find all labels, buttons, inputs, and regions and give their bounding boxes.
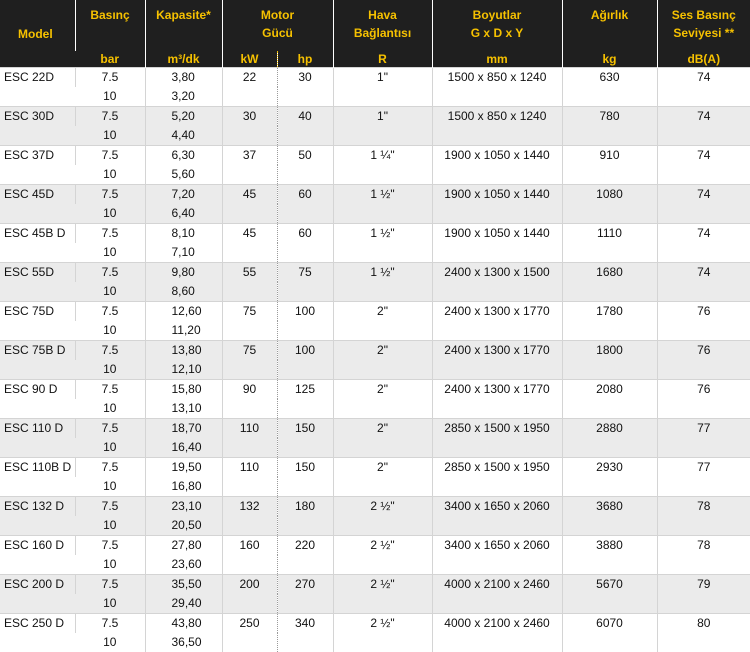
capacity-cell: 15,80 bbox=[145, 380, 222, 400]
capacity-cell: 11,20 bbox=[145, 321, 222, 341]
sound-cell: 79 bbox=[657, 575, 750, 614]
header-pressure: Basınç bbox=[75, 0, 145, 51]
hp-cell: 30 bbox=[277, 68, 333, 107]
weight-cell: 3880 bbox=[562, 536, 657, 575]
sound-cell: 74 bbox=[657, 185, 750, 224]
table-row bbox=[0, 224, 750, 244]
header-dimensions-text: Boyutlar G x D x Y bbox=[471, 8, 523, 40]
dimensions-cell: 2400 x 1300 x 1500 bbox=[432, 263, 562, 302]
sound-cell: 76 bbox=[657, 341, 750, 380]
capacity-cell: 13,10 bbox=[145, 399, 222, 419]
kw-cell: 200 bbox=[222, 575, 277, 614]
kw-cell: 37 bbox=[222, 146, 277, 185]
header-air-connection bbox=[333, 0, 432, 51]
weight-cell: 910 bbox=[562, 146, 657, 185]
hp-cell: 100 bbox=[277, 341, 333, 380]
table-row bbox=[0, 380, 750, 400]
capacity-cell: 7,10 bbox=[145, 243, 222, 263]
pressure-cell: 10 bbox=[75, 594, 145, 614]
hp-cell: 40 bbox=[277, 107, 333, 146]
hp-cell: 75 bbox=[277, 263, 333, 302]
weight-cell: 630 bbox=[562, 68, 657, 107]
table-row bbox=[0, 458, 750, 478]
capacity-cell: 19,50 bbox=[145, 458, 222, 478]
model-cell: ESC 30D bbox=[0, 107, 75, 146]
pressure-cell: 10 bbox=[75, 633, 145, 652]
pressure-cell: 10 bbox=[75, 282, 145, 302]
model-cell: ESC 75D bbox=[0, 302, 75, 341]
sound-cell: 77 bbox=[657, 458, 750, 497]
hp-cell: 60 bbox=[277, 224, 333, 263]
kw-cell: 90 bbox=[222, 380, 277, 419]
model-cell: ESC 110B D bbox=[0, 458, 75, 497]
model-cell: ESC 250 D bbox=[0, 614, 75, 652]
pressure-cell: 7.5 bbox=[75, 68, 145, 88]
pressure-cell: 7.5 bbox=[75, 458, 145, 478]
capacity-cell: 7,20 bbox=[145, 185, 222, 205]
air-connection-cell: 1 ¼" bbox=[333, 146, 432, 185]
unit-kw: kW bbox=[222, 51, 277, 68]
weight-cell: 1080 bbox=[562, 185, 657, 224]
capacity-cell: 3,20 bbox=[145, 87, 222, 107]
table-row bbox=[0, 575, 750, 595]
model-cell: ESC 110 D bbox=[0, 419, 75, 458]
table-row bbox=[0, 341, 750, 361]
model-cell: ESC 200 D bbox=[0, 575, 75, 614]
pressure-cell: 10 bbox=[75, 399, 145, 419]
capacity-cell: 23,10 bbox=[145, 497, 222, 517]
dimensions-cell: 1500 x 850 x 1240 bbox=[432, 68, 562, 107]
hp-cell: 220 bbox=[277, 536, 333, 575]
dimensions-cell: 2400 x 1300 x 1770 bbox=[432, 341, 562, 380]
capacity-cell: 20,50 bbox=[145, 516, 222, 536]
capacity-cell: 3,80 bbox=[145, 68, 222, 88]
hp-cell: 150 bbox=[277, 458, 333, 497]
sound-cell: 74 bbox=[657, 263, 750, 302]
weight-cell: 2930 bbox=[562, 458, 657, 497]
weight-cell: 2080 bbox=[562, 380, 657, 419]
kw-cell: 22 bbox=[222, 68, 277, 107]
hp-cell: 50 bbox=[277, 146, 333, 185]
unit-dimensions: mm bbox=[432, 51, 562, 68]
pressure-cell: 10 bbox=[75, 360, 145, 380]
model-cell: ESC 45D bbox=[0, 185, 75, 224]
header-motor-power-text: Motor Gücü bbox=[261, 8, 294, 40]
sound-cell: 77 bbox=[657, 419, 750, 458]
pressure-cell: 10 bbox=[75, 321, 145, 341]
pressure-cell: 10 bbox=[75, 126, 145, 146]
model-cell: ESC 55D bbox=[0, 263, 75, 302]
pressure-cell: 7.5 bbox=[75, 419, 145, 439]
kw-cell: 160 bbox=[222, 536, 277, 575]
capacity-cell: 12,60 bbox=[145, 302, 222, 322]
capacity-cell: 23,60 bbox=[145, 555, 222, 575]
capacity-cell: 35,50 bbox=[145, 575, 222, 595]
table-header bbox=[0, 0, 750, 68]
air-connection-cell: 2" bbox=[333, 302, 432, 341]
capacity-cell: 5,20 bbox=[145, 107, 222, 127]
dimensions-cell: 4000 x 2100 x 2460 bbox=[432, 614, 562, 652]
table-row bbox=[0, 146, 750, 166]
header-sound-pressure bbox=[657, 0, 750, 51]
model-cell: ESC 45B D bbox=[0, 224, 75, 263]
pressure-cell: 10 bbox=[75, 438, 145, 458]
capacity-cell: 6,30 bbox=[145, 146, 222, 166]
table-row bbox=[0, 68, 750, 88]
capacity-cell: 16,80 bbox=[145, 477, 222, 497]
capacity-cell: 36,50 bbox=[145, 633, 222, 652]
capacity-cell: 12,10 bbox=[145, 360, 222, 380]
model-cell: ESC 75B D bbox=[0, 341, 75, 380]
header-capacity: Kapasite* bbox=[145, 0, 222, 51]
capacity-cell: 16,40 bbox=[145, 438, 222, 458]
air-connection-cell: 2" bbox=[333, 419, 432, 458]
model-cell: ESC 160 D bbox=[0, 536, 75, 575]
unit-sound: dB(A) bbox=[657, 51, 750, 68]
weight-cell: 780 bbox=[562, 107, 657, 146]
header-weight: Ağırlık bbox=[562, 0, 657, 51]
weight-cell: 1800 bbox=[562, 341, 657, 380]
sound-cell: 78 bbox=[657, 536, 750, 575]
capacity-cell: 29,40 bbox=[145, 594, 222, 614]
kw-cell: 250 bbox=[222, 614, 277, 652]
hp-cell: 150 bbox=[277, 419, 333, 458]
pressure-cell: 10 bbox=[75, 165, 145, 185]
sound-cell: 74 bbox=[657, 224, 750, 263]
hp-cell: 270 bbox=[277, 575, 333, 614]
pressure-cell: 7.5 bbox=[75, 575, 145, 595]
dimensions-cell: 2850 x 1500 x 1950 bbox=[432, 419, 562, 458]
pressure-cell: 7.5 bbox=[75, 185, 145, 205]
air-connection-cell: 2 ½" bbox=[333, 575, 432, 614]
dimensions-cell: 1900 x 1050 x 1440 bbox=[432, 146, 562, 185]
table-row bbox=[0, 263, 750, 283]
capacity-cell: 8,10 bbox=[145, 224, 222, 244]
capacity-cell: 9,80 bbox=[145, 263, 222, 283]
table-row bbox=[0, 497, 750, 517]
kw-cell: 45 bbox=[222, 185, 277, 224]
weight-cell: 1780 bbox=[562, 302, 657, 341]
kw-cell: 75 bbox=[222, 302, 277, 341]
weight-cell: 6070 bbox=[562, 614, 657, 652]
air-connection-cell: 2" bbox=[333, 458, 432, 497]
air-connection-cell: 1 ½" bbox=[333, 263, 432, 302]
pressure-cell: 7.5 bbox=[75, 536, 145, 556]
table-body bbox=[0, 68, 750, 652]
header-air-connection-text: Hava Bağlantısı bbox=[354, 8, 411, 40]
hp-cell: 100 bbox=[277, 302, 333, 341]
capacity-cell: 5,60 bbox=[145, 165, 222, 185]
table-row bbox=[0, 419, 750, 439]
air-connection-cell: 2 ½" bbox=[333, 497, 432, 536]
pressure-cell: 10 bbox=[75, 204, 145, 224]
header-sound-pressure-text: Ses Basınç Seviyesi ** bbox=[672, 8, 736, 40]
dimensions-cell: 1500 x 850 x 1240 bbox=[432, 107, 562, 146]
kw-cell: 55 bbox=[222, 263, 277, 302]
kw-cell: 132 bbox=[222, 497, 277, 536]
unit-air-connection: R bbox=[333, 51, 432, 68]
capacity-cell: 4,40 bbox=[145, 126, 222, 146]
hp-cell: 125 bbox=[277, 380, 333, 419]
capacity-cell: 6,40 bbox=[145, 204, 222, 224]
sound-cell: 74 bbox=[657, 107, 750, 146]
sound-cell: 78 bbox=[657, 497, 750, 536]
model-cell: ESC 37D bbox=[0, 146, 75, 185]
model-cell: ESC 22D bbox=[0, 68, 75, 107]
pressure-cell: 7.5 bbox=[75, 497, 145, 517]
dimensions-cell: 1900 x 1050 x 1440 bbox=[432, 224, 562, 263]
capacity-cell: 43,80 bbox=[145, 614, 222, 634]
pressure-cell: 7.5 bbox=[75, 380, 145, 400]
kw-cell: 45 bbox=[222, 224, 277, 263]
capacity-cell: 8,60 bbox=[145, 282, 222, 302]
dimensions-cell: 2400 x 1300 x 1770 bbox=[432, 302, 562, 341]
weight-cell: 1680 bbox=[562, 263, 657, 302]
table-row bbox=[0, 185, 750, 205]
weight-cell: 1110 bbox=[562, 224, 657, 263]
kw-cell: 30 bbox=[222, 107, 277, 146]
model-cell: ESC 132 D bbox=[0, 497, 75, 536]
pressure-cell: 10 bbox=[75, 87, 145, 107]
pressure-cell: 7.5 bbox=[75, 341, 145, 361]
header-dimensions bbox=[432, 0, 562, 51]
air-connection-cell: 1" bbox=[333, 107, 432, 146]
air-connection-cell: 2 ½" bbox=[333, 614, 432, 652]
pressure-cell: 10 bbox=[75, 516, 145, 536]
air-connection-cell: 2" bbox=[333, 380, 432, 419]
sound-cell: 74 bbox=[657, 68, 750, 107]
header-motor-power bbox=[222, 0, 333, 51]
unit-weight: kg bbox=[562, 51, 657, 68]
pressure-cell: 10 bbox=[75, 555, 145, 575]
pressure-cell: 7.5 bbox=[75, 614, 145, 634]
weight-cell: 5670 bbox=[562, 575, 657, 614]
air-connection-cell: 2 ½" bbox=[333, 536, 432, 575]
unit-pressure: bar bbox=[75, 51, 145, 68]
capacity-cell: 13,80 bbox=[145, 341, 222, 361]
sound-cell: 76 bbox=[657, 302, 750, 341]
hp-cell: 340 bbox=[277, 614, 333, 652]
dimensions-cell: 3400 x 1650 x 2060 bbox=[432, 497, 562, 536]
air-connection-cell: 1 ½" bbox=[333, 185, 432, 224]
model-cell: ESC 90 D bbox=[0, 380, 75, 419]
table-row bbox=[0, 614, 750, 634]
dimensions-cell: 2850 x 1500 x 1950 bbox=[432, 458, 562, 497]
pressure-cell: 7.5 bbox=[75, 146, 145, 166]
dimensions-cell: 3400 x 1650 x 2060 bbox=[432, 536, 562, 575]
capacity-cell: 27,80 bbox=[145, 536, 222, 556]
kw-cell: 110 bbox=[222, 458, 277, 497]
pressure-cell: 7.5 bbox=[75, 224, 145, 244]
table-row bbox=[0, 107, 750, 127]
weight-cell: 3680 bbox=[562, 497, 657, 536]
unit-hp: hp bbox=[277, 51, 333, 68]
table-row bbox=[0, 302, 750, 322]
pressure-cell: 7.5 bbox=[75, 263, 145, 283]
pressure-cell: 10 bbox=[75, 243, 145, 263]
dimensions-cell: 2400 x 1300 x 1770 bbox=[432, 380, 562, 419]
hp-cell: 180 bbox=[277, 497, 333, 536]
weight-cell: 2880 bbox=[562, 419, 657, 458]
header-model: Model bbox=[0, 0, 75, 68]
unit-capacity: m³/dk bbox=[145, 51, 222, 68]
dimensions-cell: 1900 x 1050 x 1440 bbox=[432, 185, 562, 224]
pressure-cell: 7.5 bbox=[75, 107, 145, 127]
sound-cell: 74 bbox=[657, 146, 750, 185]
air-connection-cell: 1 ½" bbox=[333, 224, 432, 263]
air-connection-cell: 2" bbox=[333, 341, 432, 380]
hp-cell: 60 bbox=[277, 185, 333, 224]
kw-cell: 110 bbox=[222, 419, 277, 458]
capacity-cell: 18,70 bbox=[145, 419, 222, 439]
sound-cell: 80 bbox=[657, 614, 750, 652]
dimensions-cell: 4000 x 2100 x 2460 bbox=[432, 575, 562, 614]
pressure-cell: 10 bbox=[75, 477, 145, 497]
kw-cell: 75 bbox=[222, 341, 277, 380]
pressure-cell: 7.5 bbox=[75, 302, 145, 322]
table-row bbox=[0, 536, 750, 556]
sound-cell: 76 bbox=[657, 380, 750, 419]
air-connection-cell: 1" bbox=[333, 68, 432, 107]
